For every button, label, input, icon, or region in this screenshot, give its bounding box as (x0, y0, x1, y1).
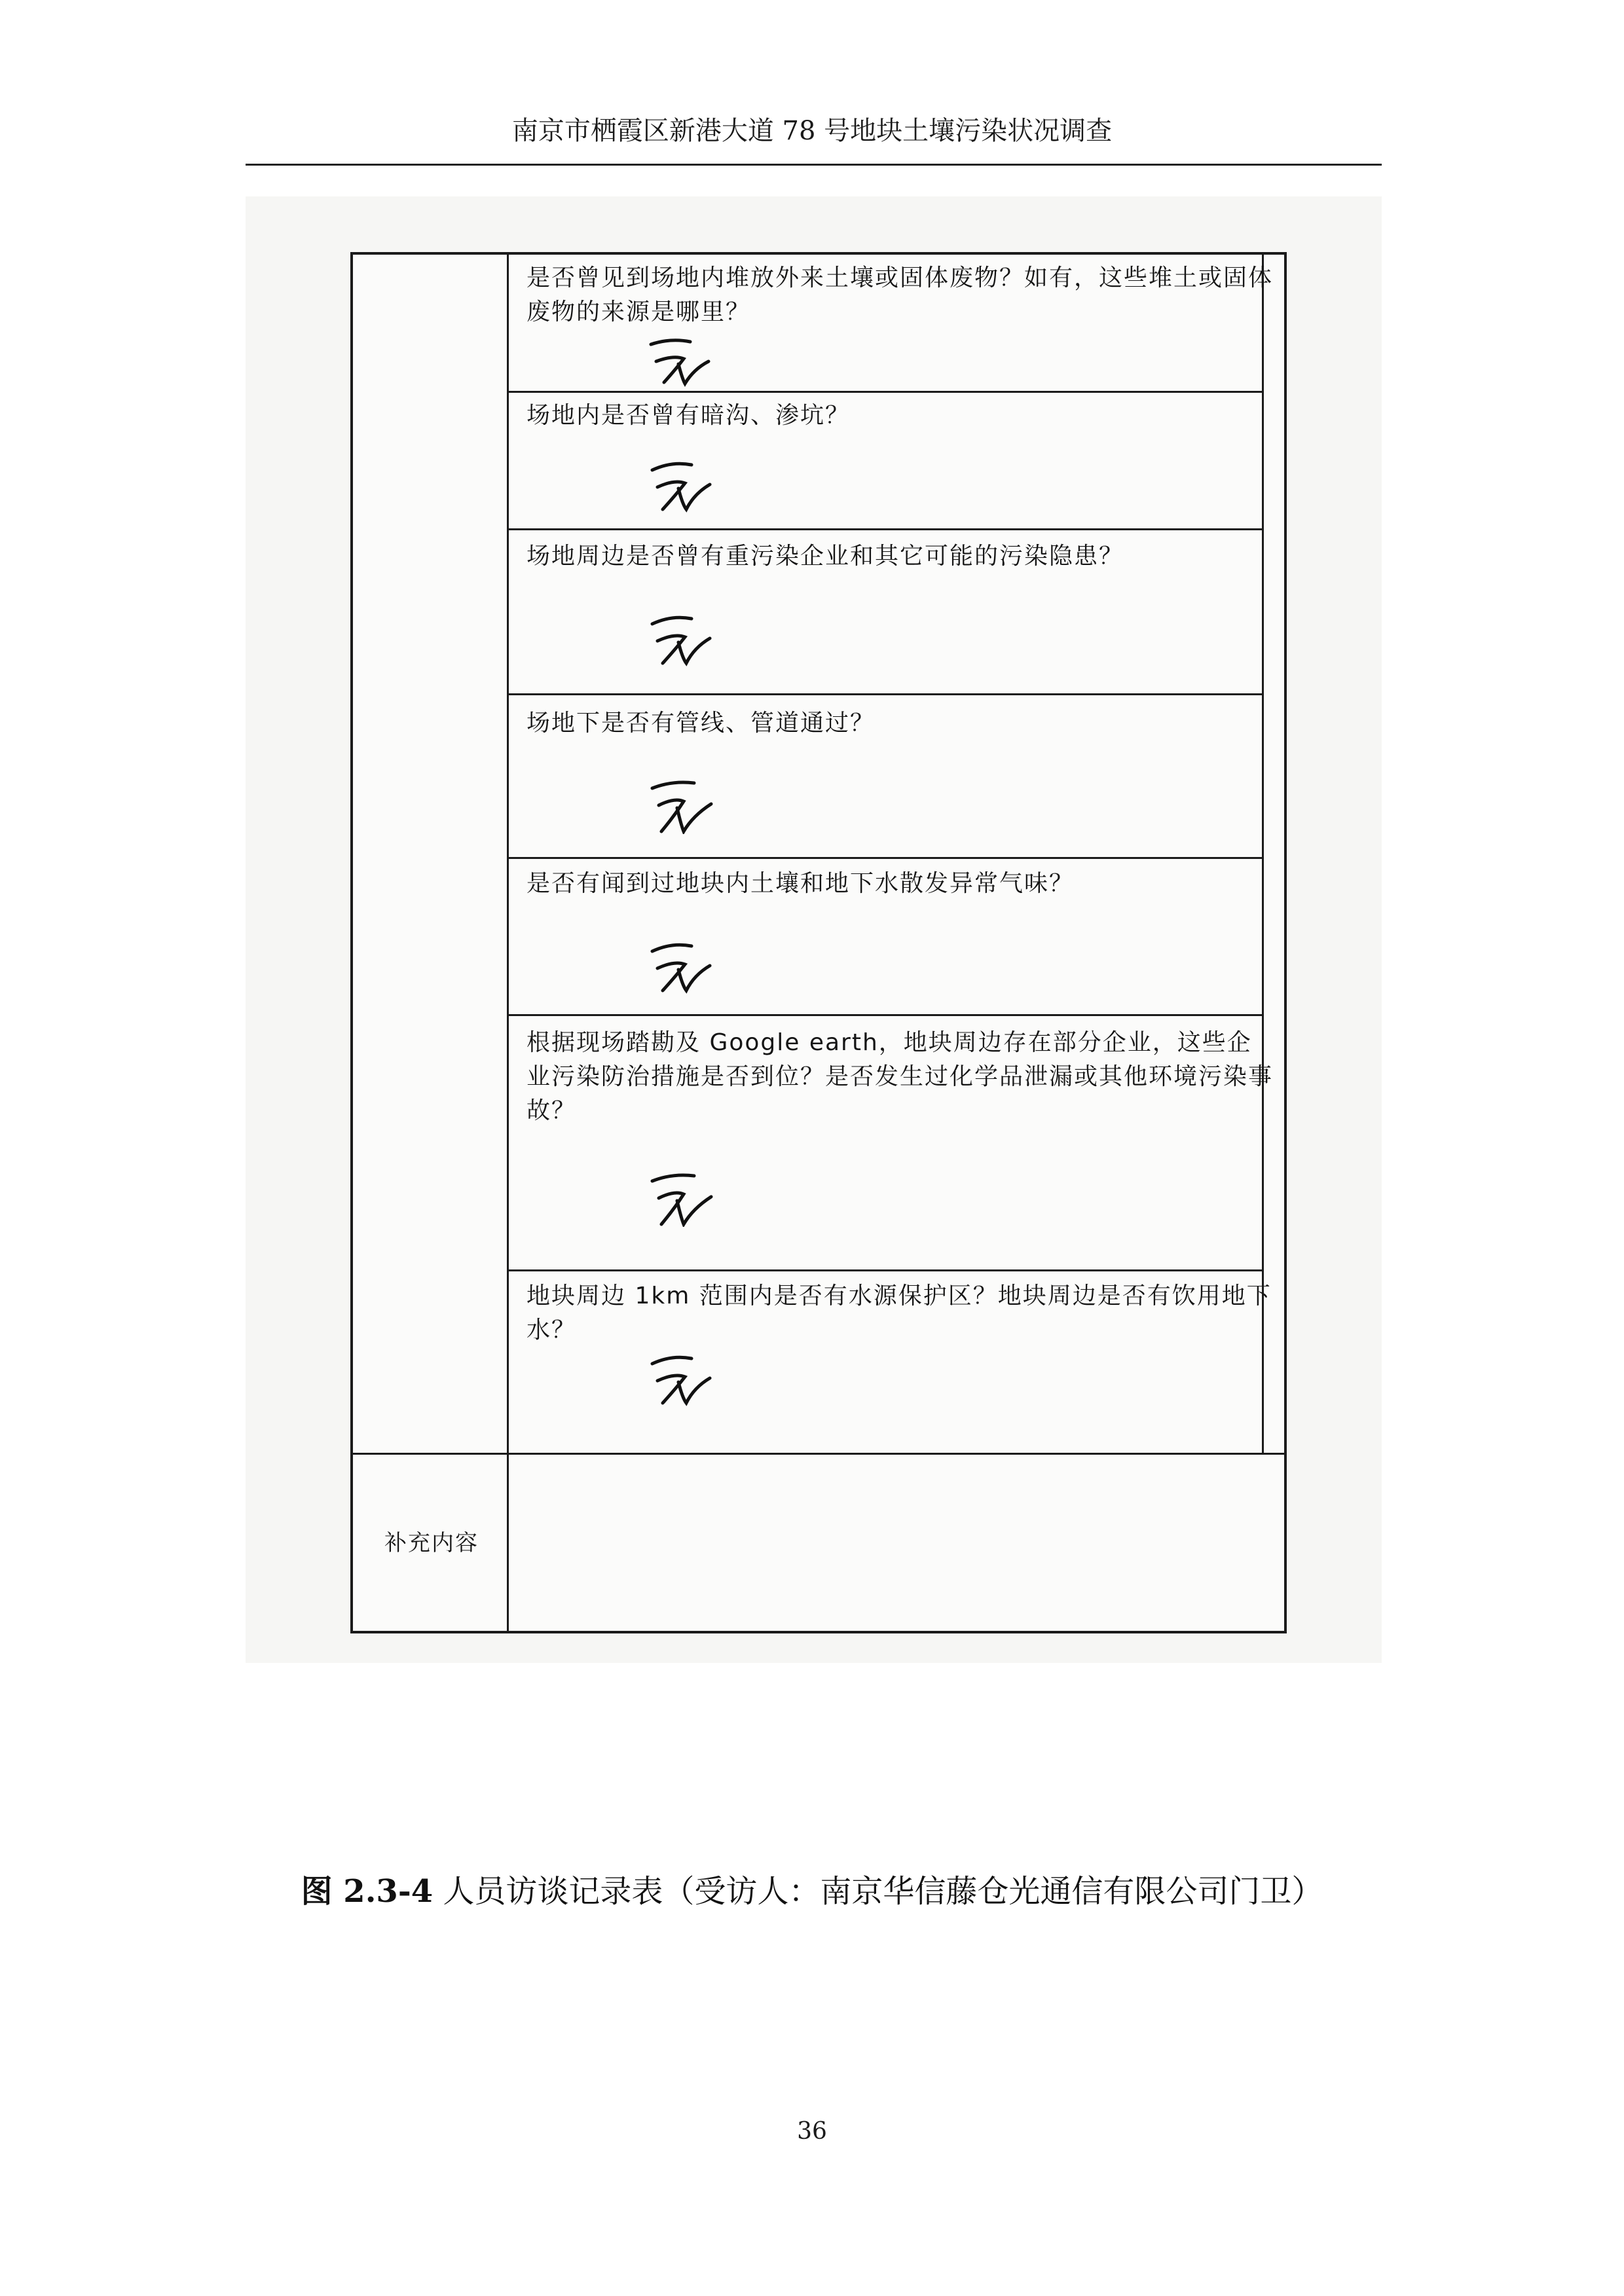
page-header-title: 南京市栖霞区新港大道 78 号地块土壤污染状况调查 (511, 116, 1113, 146)
handwritten-answer (644, 1168, 716, 1227)
header-rule (246, 164, 1382, 166)
handwritten-answer (644, 1348, 716, 1407)
page-number: 36 (797, 2118, 827, 2145)
row-divider (507, 1014, 1264, 1016)
question-text: 场地周边是否曾有重污染企业和其它可能的污染隐患？ (526, 543, 1124, 570)
handwritten-answer (644, 454, 716, 513)
question-text: 是否有闻到过地块内土壤和地下水散发异常气味？ (526, 870, 1075, 897)
handwritten-answer (644, 936, 716, 994)
row-divider (507, 528, 1264, 530)
question-text: 场地下是否有管线、管道通过？ (526, 710, 876, 737)
left-column-divider (507, 255, 509, 1631)
row-divider-supplement (353, 1453, 1284, 1455)
handwritten-answer (644, 330, 716, 389)
row-divider (507, 857, 1264, 859)
interview-form-table (350, 252, 1287, 1633)
handwritten-answer (644, 775, 716, 834)
handwritten-answer (644, 608, 716, 667)
question-text: 地块周边 1km 范围内是否有水源保护区？地块周边是否有饮用地下水？ (526, 1283, 1272, 1343)
figure-number: 图 2.3-4 (301, 1873, 434, 1910)
inner-right-border (1262, 255, 1264, 1453)
row-divider (507, 391, 1264, 393)
row-divider (507, 693, 1264, 695)
question-text: 场地内是否曾有暗沟、渗坑？ (526, 402, 851, 429)
figure-caption-text: 人员访谈记录表（受访人：南京华信藤仓光通信有限公司门卫） (433, 1873, 1323, 1910)
question-text: 是否曾见到场地内堆放外来土壤或固体废物？如有，这些堆土或固体废物的来源是哪里？ (526, 264, 1274, 325)
question-text: 根据现场踏勘及 Google earth，地块周边存在部分企业，这些企业污染防治措施是否到位？是否发生过化学品泄漏或其他环境污染事故？ (526, 1029, 1274, 1124)
figure-caption (0, 1866, 1624, 1911)
supplement-label: 补充内容 (384, 1530, 479, 1556)
row-divider (507, 1269, 1264, 1271)
